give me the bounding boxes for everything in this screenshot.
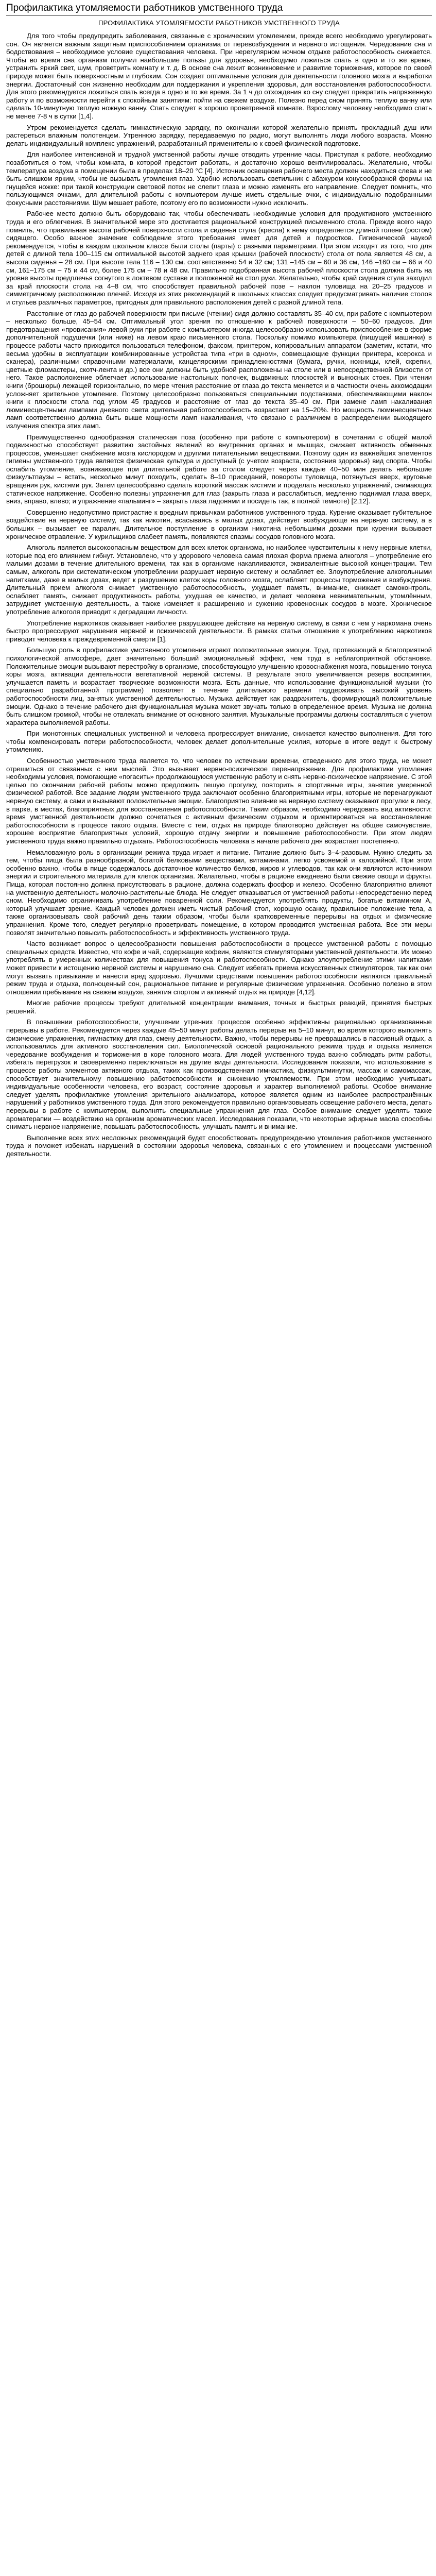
paragraph: Совершенно недопустимо пристрастие к вредным привычкам работников умственного труда. Курение оказывает губительное воздействие на нервную систему, так как никотин, всасываясь в малых дозах, действует возбуждающе на нервную систему, а в больших – вызывает ее паралич. Длительное поступление в организм никотина небольшими дозами при курении вызывает хроническое отравление. У курильщиков слабеет память, появляются спазмы сосудов головного мозга. <box>6 508 432 540</box>
paragraph: Выполнение всех этих несложных рекомендаций будет способствовать предупреждению утомления работников умственного труда и поможет избежать нарушений в состоянии здоровья человека, связанных с его утомлением и процессами умственной деятельности. <box>6 1133 432 1158</box>
paragraph: Большую роль в профилактике умственного утомления играют положительные эмоции. Труд, протекающий в благоприятной психологической атмосфере, дает значительно больший эмоциональный эффект, чем труд в неблагоприятной обстановке. Положительные эмоции вызывают перестройку в организме, способствующую улучшению кровоснабжения мозга, повышению тонуса коры мозга, активации деятельности вегетативной нервной системы. В результате этого увеличивается резерв восприятия, улучшается память и возрастает творческие возможности мозга. Есть данные, что использование функциональной музыки (то специально разработанной программе) позволяет в течение длительного времени поддерживать высокий уровень работоспособности лиц, занятых умственной деятельностью. Музыка действует как раздражитель, формирующий положительные эмоции. Однако в течение рабочего дня функциональная музыка может звучать только в определенное время. Музыка не должна быть слишком громкой, чтобы не отвлекать внимание от основного занятия. Музыкальные программы должны составляться с учетом характера выполняемой работы. <box>6 646 432 726</box>
paragraph: Особенностью умственного труда является то, что человек по истечении времени, отведенного для этого труда, не может отрешиться от связанных с ним мыслей. Это вызывает нервно-психическое перенапряжение. Для профилактики утомления необходимы условия, помогающие «погасить» продолжающуюся умственную работу и снять нервно-психическое напряжение. С этой целью по окончании рабочей работы можно предложить пешую прогулку, повторить в спортивные игры, занятие умеренной физической работой. Все задание людям умственного труда заключают особенно благоприятными игры, которые не перенагружают нервную систему, а сами и вызывают положительные эмоции. Благоприятно влияние на нервную систему оказывают прогулки в лесу, в парке, в местах, благоприятных для восстановления работоспособности. Таким образом, необходимо чередовать вид активности: время умственной деятельности должно сочетаться с активным физическим отдыхом и ориентироваться на восстановление работоспособности в процессе такого отдыха. Вместе с тем, отдых на природе благотворно действует на общее самочувствие, хорошее восприятие благоприятных условий, хорошую отдачу энергии и повышение работоспособности. При этом людям умственного труда важно правильно отдыхать. Работоспособность человека в начале рабочего дня возрастает постепенно. <box>6 757 432 845</box>
document-title-text: ПРОФИЛАКТИКА УТОМЛЯЕМОСТИ РАБОТНИКОВ УМСТВЕННОГО ТРУДА <box>98 19 340 27</box>
paragraph: Рабочее место должно быть оборудовано так, чтобы обеспечивать необходимые условия для продуктивного умственного труда и его облегчения. В значительной мере это достигается рациональной конструкцией письменного стола. Прежде всего надо помнить, что правильная высота рабочей поверхности стола и сиденья стула (кресла) к нему определяется длиной голени (ростом) сидящего. Особо важное значение соблюдение этого требования имеет для детей и подростков. Гигиенической наукой рекомендуется, чтобы в каждом школьном классе были столы (парты) с разными параметрами. При этом исходят из того, что для детей с длиной тела 100–115 см оптимальной высотой заднего края крышки (рабочей плоскости) стола от пола является 48 см, а высота сиденья – 28 см. При высоте тела 116 – 130 см. соответственно 54 и 32 см; 131 –145 см – 60 и 36 см, 146 –160 см – 66 и 40 см, 161–175 см – 75 и 44 см, более 175 см – 78 и 48 см. Правильно подобранная высота рабочей плоскости стола должна быть на уровне высоты предплечья согнутого в локтевом суставе и положенной на стол руки. Желательно, чтобы край сидения стула заходил за край плоскости стола на 4–8 см, что способствует правильной рабочей позе – наклон туловища на 20–25 градусов и симметричному расположению плечей. Исходя из этих рекомендаций в школьных классах следует предусматривать наличие столов и стульев различных параметров, пригодных для правильного расположения детей с разной длиной тела. <box>6 210 432 306</box>
paragraph: Немаловажную роль в организации режима труда играет и питание. Питание должно быть 3–4-разовым. Нужно следить за тем, чтобы пища была разнообразной, богатой белковыми веществами, витаминами, легко усвояемой и калорийной. При этом особенно важно, чтобы в пище содержалось достаточное количество белков, жиров и углеводов, так как они являются источником энергии и строительного материала для клеток организма. Желательно, чтобы в рационе ежедневно были свежие овощи и фрукты. Пища, которая постоянно должна присутствовать в рационе, должна содержать фосфор и железо. Особенно благоприятно влияют на умственную деятельность молочно-растительные блюда. Не следует отказываться от умственной работы непосредственно перед сном. Необходимо ограничивать употребление поваренной соли. Рекомендуется употреблять продукты, богатые витамином А, который улучшает зрение. Каждый человек должен иметь чистый рабочий стол, хорошую осанку, правильное положение тела, а также организовывать свой рабочий день таким образом, чтобы были кратковременные перерывы на отдых и физические упражнения. Кроме того, следует регулярно проветривать помещение, в котором проводится умственная работа. Все эти меры позволят значительно повысить работоспособность и эффективность умственного труда. <box>6 848 432 937</box>
document-page <box>0 0 436 1166</box>
paragraph: Для того чтобы предупредить заболевания, связанные с хроническим утомлением, прежде всего необходимо урегулировать сон. Он является важным защитным приспособлением организма от перевозбуждения и нервного истощения. Чередование сна и бодрствования – необходимое условие существования человека. При нерегулярном ночном отдыхе работоспособность снижается. Чтобы во время сна организм получил наибольшие пользы для здоровья, необходимо ложиться спать в одно и то же время, устранить яркий свет, шум, проветрить комнату и т. д. В основе сна лежит возникновение и развитие торможения, которое по своей природе может быть поверхностным и глубоким. Сон создает оптимальные условия для деятельности головного мозга и выработки энергии. Достаточный сон жизненно необходим для поддержания и укрепления здоровья, для восстановления работоспособности. Для этого рекомендуется ложиться спать всегда в одно и то же время. За 1 ч до отхождения ко сну следует прекратить напряженную работу и по возможности перейти к спокойным занятиям: пойти на свежем воздухе. Полезно перед сном принять теплую ванну или сделать 10-минутную теплую ножную ванну. Спать следует в хорошо проветренной комнате. Взрослому человеку необходимо спать не менее 7-8 ч в сутки [1,4]. <box>6 32 432 120</box>
document-title <box>6 19 432 28</box>
paragraph: Расстояние от глаз до рабочей поверхности при письме (чтении) сидя должно составлять 35–40 см, при работе с компьютером – несколько больше, 45–54 см. Оптимальный угол зрения по отношению к рабочей поверхности – 50–60 градусов. Для предотвращения «провисания» левой руки при работе с компьютером иногда целесообразно использовать приспособление в форме дополнительной подушечки (или ниже) на левом краю письменного стола. Поскольку помимо компьютера (пишущей машинки) в процессе работы часто приходится пользоваться телефоном, факсом, принтером, копировальным аппаратом (заметим, кстати, что весьма удобны в эксплуатации комбинированные устройства типа «три в одном», совмещающие функции принтера, ксерокса и сканера), различными справочными материалами, канцелярскими принадлежностями (бумага, ручки, ножницы, клей, скрепки, цветные фломастеры, скотч-лента и др.) все они должны быть удобной расположены на столе или в непосредственной близости от него. Такое расположение облегчает использование настольных полочек, выдвижных плоскостей и выносных стоек. При чтении книги (брошюры) лежащей горизонтально, по мере чтения расстояние от глаза до текста меняется и в частности очень аккомодации усложняет зрительное утомление. Поэтому целесообразно пользоваться специальными подставками, обеспечивающими наклон книги к плоскости стола под углом 45 градусов и расстояние от глаз до текста 35–40 см. При замене ламп накаливания люминесцентными лампами дневного света зрительная работоспособность возрастает на 15–20%. Но мощность люминесцентных ламп соответственно должна быть выше мощности ламп накаливания, что связано с различием в распределении выходящего излучения спектра этих ламп. <box>6 309 432 430</box>
paragraph: Для наиболее интенсивной и трудной умственной работы лучше отводить утренние часы. Приступая к работе, необходимо позаботиться о том, чтобы комната, в которой предстоит работать, и достаточно хорошо вентилировалась. Желательно, чтобы температура воздуха в помещении была в пределах 18–20 °С [4]. Источник освещения рабочего места должен находиться слева и не быть слишком ярким, чтобы не вызывать утомления глаз. Удобно использовать светильник с абажуром конусообразной формы на гнущейся ножке: при такой конструкции световой поток не слепит глаза и можно изменять его направление. Следует помнить, что пользующимся очками, для длительной работы с компьютером лучше иметь отдельные очки, с индивидуально подобранными фокусными расстояниями. Шум мешает работе, поэтому его по возможности нужно исключить. <box>6 150 432 207</box>
paragraph: Часто возникает вопрос о целесообразности повышения работоспособности в процессе умственной работы с помощью специальных средств. Известно, что кофе и чай, содержащие кофеин, являются стимуляторами умственной деятельности. Их можно употреблять в умеренных количествах для повышения тонуса и работоспособности. Однако злоупотребление этими напитками может привести к истощению нервной системы и нарушению сна. Следует избегать приема искусственных стимуляторов, так как они могут вызвать привыкание и нанести вред здоровью. Лучшими средствами повышения работоспособности являются правильный режим труда и отдыха, полноценный сон, рациональное питание и регулярные физические упражнения. Особенно полезно в этом отношении пребывание на свежем воздухе, занятия спортом и активный отдых на природе [4,12]. <box>6 940 432 996</box>
paragraph: Употребление наркотиков оказывает наиболее разрушающее действие на нервную систему, в связи с чем у наркомана очень быстро прогрессируют нарушения нервной и психической деятельности. В рамках статьи отношение к употреблению наркотиков приводит человека к преждевременной смерти [1]. <box>6 619 432 643</box>
paragraph: Утром рекомендуется сделать гимнастическую зарядку, по окончании которой желательно принять прохладный душ или растереться влажным полотенцем. Утреннюю зарядку, передаваемую по радио, могут выполнять люди любого возраста. Можно делать индивидуальный комплекс упражнений, разработанный применительно к своей физической подготовке. <box>6 123 432 147</box>
paragraph: Преимущественно однообразная статическая поза (особенно при работе с компьютером) в сочетании с общей малой подвижностью способствует развитию застойных явлений во внутренних органах и мышцах, снижает активность обменных процессов, уменьшает снабжение мозга кислородом и другими питательными веществами. Поэтому один из важнейших элементов гигиены умственного труда является физическая культура и доступный (с учетом возраста, состояния здоровья) вид спорта. Чтобы ослабить утомление, возникающее при длительной работе за столом следует через каждые 40–50 мин делать небольшие физкультпаузы – встать, несколько минут походить, сделать 8–10 приседаний, повороты туловища, потянуться вверх, круговые вращения рук, кистями рук. Затем целесообразно сделать короткий массаж кистями и проделать несколько упражнений, снимающих статическое напряжение. Особенно полезны упражнения для глаз (закрыть глаза и расслабиться, медленно поднимая глаза вверх, вниз, вправо, влево; и упражнение «пальминг» – закрыть глаза ладонями и посидеть так, в полной темноте) [2,12]. <box>6 433 432 505</box>
article-body <box>6 32 432 1158</box>
paragraph: В повышении работоспособности, улучшении утренних процессов особенно эффективны рационально организованные перерывы в работе. Рекомендуется через каждые 45–50 минут работы делать перерыв на 5–10 минут, во время которого выполнять физические упражнения, гимнастику для глаз, смену деятельности. Важно, чтобы перерывы не превращались в пассивный отдых, а использовались для активного восстановления сил. Биологической основой рационального режима труда и отдыха является чередование возбуждения и торможения в коре головного мозга. Для людей умственного труда важно соблюдать ритм работы, избегать перегрузок и своевременно переключаться на другие виды деятельности. Исследования показали, что использование в процессе работы элементов активного отдыха, таких как производственная гимнастика, физкультминутки, массаж и самомассаж, способствует значительному повышению работоспособности и снижению утомляемости. При этом необходимо учитывать индивидуальные особенности человека, его возраст, состояние здоровья и характер выполняемой работы. Особое внимание следует уделять профилактике утомления зрительного анализатора, которое является одним из наиболее распространённых нарушений у работников умственного труда. Для этого рекомендуется правильно организовывать освещение рабочего места, делать перерывы в работе с компьютером, выполнять специальные упражнения для глаз. Особое внимание следует уделять также ароматерапии — воздействию на организм ароматических масел. Исследования показали, что некоторые эфирные масла способны снимать нервное напряжение, повышать работоспособность, улучшать память и внимание. <box>6 1018 432 1131</box>
paragraph: При монотонных специальных умственной и человека прогрессирует внимание, снижается качество выполнения. Для того чтобы компенсировать потери работоспособности, человек делает дополнительные усилия, которые в итоге ведут к быстрому утомлению. <box>6 730 432 754</box>
page-title: Профилактика утомляемости работников умственного труда <box>6 3 283 13</box>
page-header <box>6 2 432 15</box>
paragraph: Многие рабочие процессы требуют длительной концентрации внимания, точных и быстрых реакций, принятия быстрых решений. <box>6 999 432 1015</box>
paragraph: Алкоголь является высокоопасным веществом для всех клеток организма, но наиболее чувствительны к нему нервные клетки, которые под его влиянием гибнут. Установлено, что у здорового человека самая плохая форма приема алкоголя – употребление его малыми дозами в течение длительного времени, так как в организме накапливаются, эквивалентные высокой концентрации. Тем самым, алкоголь при систематическом употреблении разрушает нервную систему и ослабляет ее. Злоупотребление алкогольными напитками, даже в малых дозах, ведет к разрушению клеток коры головного мозга, ослабляет процессы торможения и возбуждения. Длительный прием алкоголя снижает умственную работоспособность, ухудшает память, внимание, снижает самоконтроль, ослабляет память, снижает продуктивность работы, ухудшая ее качество, и делает человека невнимательным, утомлённым, затрудняет умственную деятельность, а также изменяет к расширению и сужению кровеносных сосудов в мозге. Хроническое употребление алкоголя приводит к деградации личности. <box>6 544 432 616</box>
